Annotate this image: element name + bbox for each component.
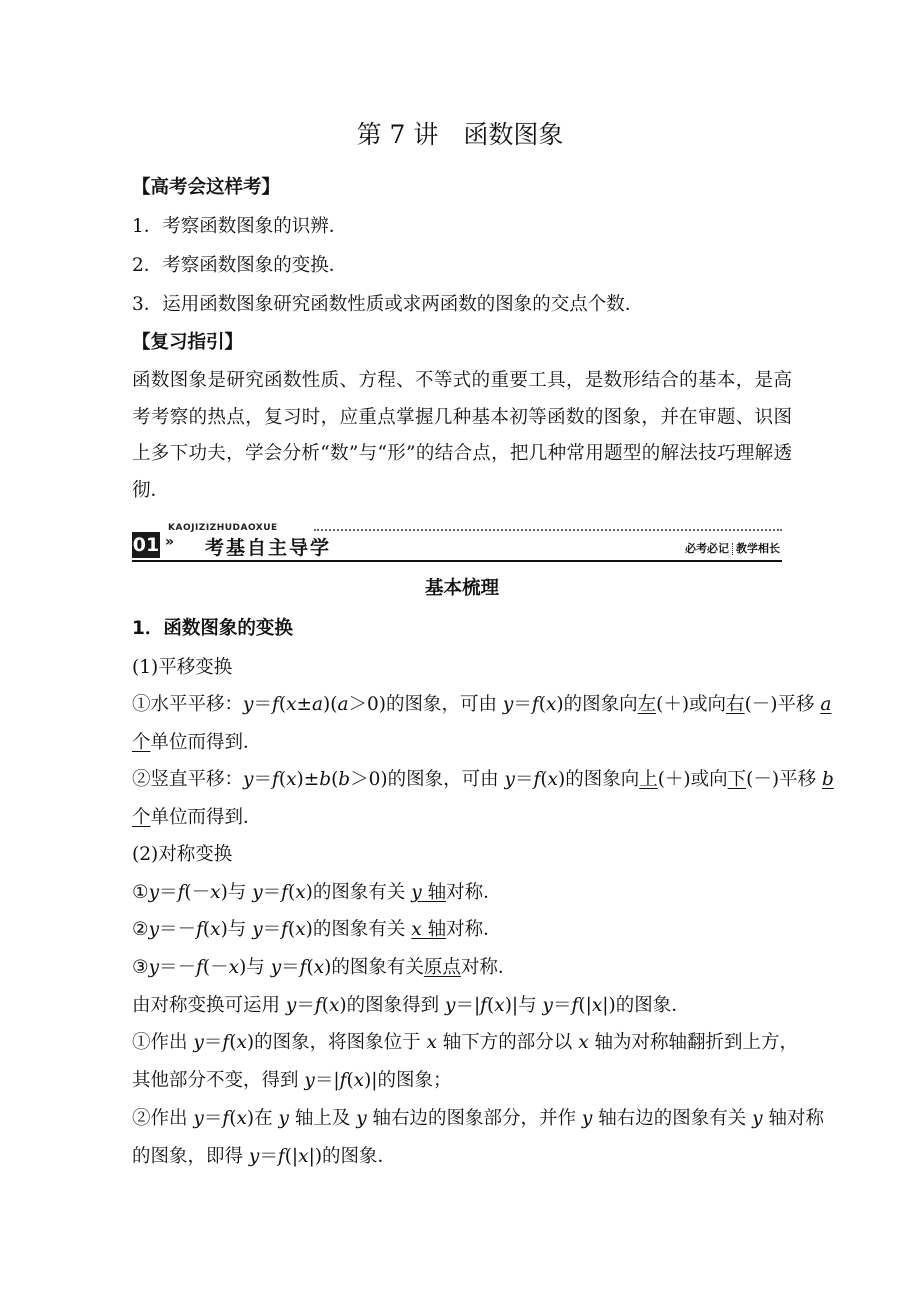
- banner-number: 01: [132, 534, 160, 556]
- answer-unit: 个: [132, 732, 151, 753]
- chevron-icon: »: [165, 534, 175, 550]
- text: 轴下方的部分以: [436, 1032, 579, 1053]
- text: (: [538, 694, 546, 715]
- text: (＋)或向: [657, 769, 728, 790]
- text: (－: [184, 882, 211, 903]
- text: ②作出: [132, 1108, 194, 1129]
- text: 轴上及: [288, 1108, 357, 1129]
- var: x: [210, 919, 221, 940]
- text: (: [278, 769, 287, 790]
- var: y: [243, 694, 254, 715]
- var: x: [210, 882, 221, 903]
- text: ＞0)的图象，可由: [350, 769, 505, 790]
- text: (: [540, 769, 548, 790]
- text: ＝: [262, 919, 282, 940]
- var: y: [252, 882, 263, 903]
- text: (: [306, 957, 314, 978]
- text: ①水平平移：: [132, 694, 244, 715]
- review-heading: 【复习指引】: [132, 332, 244, 353]
- var: b: [319, 769, 332, 790]
- answer-amount: a: [820, 694, 832, 715]
- var: x: [547, 769, 558, 790]
- text: (: [229, 1108, 237, 1129]
- var: y: [356, 1108, 367, 1129]
- text: 对称．: [460, 957, 517, 978]
- banner-dotted-line: [314, 529, 782, 531]
- text: ＝: [203, 1108, 223, 1129]
- text: (|: [578, 995, 592, 1016]
- var: b: [338, 769, 351, 790]
- var: f: [299, 957, 307, 978]
- text: ＝－: [159, 919, 197, 940]
- var: x: [286, 769, 297, 790]
- var: x: [591, 995, 603, 1016]
- banner-tag-left: 必考必记: [685, 542, 729, 555]
- text: (: [346, 1070, 354, 1091]
- text: (: [288, 882, 296, 903]
- banner-tag-right: 教学相长: [736, 542, 780, 555]
- text: (: [487, 995, 495, 1016]
- var: x: [295, 919, 306, 940]
- symmetry-derivation: [132, 994, 792, 1018]
- banner-tag: [685, 540, 780, 556]
- answer-right: 右: [726, 694, 745, 715]
- symmetry-item-1: [132, 881, 792, 905]
- var: x: [286, 694, 297, 715]
- banner-pinyin: KAOJIZIZHUDAOXUE: [168, 523, 278, 533]
- text: 单位而得到．: [150, 732, 262, 753]
- answer-axis-var: x: [411, 919, 422, 940]
- var: a: [337, 694, 349, 715]
- answer-axis: 轴: [421, 919, 447, 940]
- text: ①作出: [132, 1032, 194, 1053]
- text: ＝: [514, 769, 534, 790]
- var: x: [236, 1108, 247, 1129]
- var: a: [312, 694, 324, 715]
- var: f: [281, 919, 289, 940]
- text: ③: [132, 957, 149, 978]
- text: 对称．: [446, 882, 502, 903]
- text: ②: [132, 919, 149, 940]
- var: y: [304, 1070, 315, 1091]
- text: )±: [296, 769, 320, 790]
- vertical-shift-line: [132, 768, 834, 792]
- var: x: [328, 995, 340, 1016]
- text: )的图象向: [557, 769, 640, 790]
- var: y: [285, 995, 297, 1016]
- text: |)的图象．: [308, 1146, 397, 1167]
- var: y: [243, 769, 254, 790]
- item1-title: 1．函数图象的变换: [132, 618, 293, 639]
- var: f: [533, 769, 541, 790]
- text: )的图象有关: [324, 957, 424, 978]
- var: f: [196, 919, 203, 940]
- text: ±: [296, 694, 313, 715]
- var: f: [177, 882, 185, 903]
- var: f: [531, 694, 539, 715]
- var: y: [270, 957, 282, 978]
- var: f: [480, 995, 488, 1016]
- answer-up: 上: [639, 769, 658, 790]
- exam-item-2: 2．考察函数图象的变换．: [132, 255, 348, 276]
- text: ＝: [513, 694, 532, 715]
- answer-left: 左: [637, 694, 657, 715]
- review-paragraph: 函数图象是研究函数性质、方程、不等式的重要工具，是数形结合的基本，是高考考察的热点，复习时，应重点掌握几种基本初等函数的图象，并在审题、识图上多下功夫，学会分析“数”与“形”的结合点，把几种常用题型的解法技巧理解透彻．: [132, 370, 792, 501]
- text: (: [331, 769, 339, 790]
- text: ＝－: [159, 957, 197, 978]
- text: )的图象有关: [305, 882, 412, 903]
- text: ＝: [552, 995, 572, 1016]
- section-title: 基本梳理: [424, 578, 499, 599]
- var: x: [295, 882, 306, 903]
- text: ②竖直平移：: [132, 769, 244, 790]
- text: 对称．: [446, 919, 502, 940]
- var: x: [426, 1032, 437, 1053]
- text: ＝: [259, 1146, 278, 1167]
- var: f: [222, 1108, 230, 1129]
- var: f: [277, 1146, 285, 1167]
- text: (－)平移: [744, 694, 821, 715]
- text: (: [202, 919, 211, 940]
- answer-amount: b: [822, 769, 834, 790]
- symmetry-item-3: [132, 956, 792, 980]
- var: f: [571, 995, 579, 1016]
- text: )|与: [504, 995, 543, 1016]
- text: ＝: [262, 882, 282, 903]
- text: (－: [202, 957, 229, 978]
- step2-line-2: [132, 1145, 792, 1169]
- answer-down: 下: [727, 769, 747, 790]
- text: )的图象得到: [339, 995, 445, 1016]
- answer-unit: 个: [132, 807, 151, 828]
- var: y: [504, 769, 515, 790]
- text: (－)平移: [746, 769, 822, 790]
- text: (: [229, 1032, 237, 1053]
- var: y: [542, 995, 553, 1016]
- text: )的图象向: [556, 694, 638, 715]
- var: y: [148, 919, 160, 940]
- text: (|: [284, 1146, 299, 1167]
- text: ＝: [281, 957, 300, 978]
- var: f: [281, 882, 289, 903]
- var: f: [314, 995, 322, 1016]
- answer-origin: 原点: [423, 957, 461, 978]
- translate-title: (1)平移变换: [132, 657, 233, 678]
- var: x: [353, 1070, 365, 1091]
- text: ＝: [253, 694, 272, 715]
- text: ＝: [203, 1032, 223, 1053]
- text: )与: [220, 919, 253, 940]
- symmetry-title: (2)对称变换: [132, 844, 233, 865]
- step2-line-1: [132, 1107, 824, 1131]
- text: (: [321, 995, 329, 1016]
- step1-line-1: [132, 1031, 799, 1055]
- exam-item-3: 3．运用函数图象研究函数性质或求两函数的图象的交点个数．: [132, 294, 644, 315]
- var: y: [444, 995, 456, 1016]
- text: ＝: [253, 769, 272, 790]
- var: y: [193, 1108, 204, 1129]
- var: f: [271, 769, 279, 790]
- section-banner: [132, 520, 782, 562]
- text: )在: [246, 1108, 279, 1129]
- var: y: [193, 1032, 204, 1053]
- text: )(: [323, 694, 338, 715]
- banner-rule: [132, 560, 782, 562]
- symmetry-item-2: [132, 918, 792, 942]
- vertical-shift-line-2: [132, 806, 792, 830]
- answer-axis-var: y: [411, 882, 422, 903]
- var: x: [236, 1032, 247, 1053]
- text: (＋)或向: [656, 694, 727, 715]
- var: x: [545, 694, 557, 715]
- var: y: [502, 694, 514, 715]
- var: f: [196, 957, 203, 978]
- banner-heading: 考基自主导学: [205, 537, 332, 559]
- var: x: [313, 957, 325, 978]
- text: ＝|: [455, 995, 481, 1016]
- text: ①: [132, 882, 149, 903]
- var: f: [271, 694, 279, 715]
- text: (: [278, 694, 287, 715]
- horizontal-shift-line: [132, 693, 832, 717]
- text: ＞0)的图象，可由: [348, 694, 503, 715]
- var: y: [752, 1108, 763, 1129]
- var: x: [578, 1032, 589, 1053]
- text: 由对称变换可运用: [132, 995, 286, 1016]
- page-title: 第 7 讲 函数图象: [356, 120, 564, 149]
- var: x: [298, 1146, 309, 1167]
- text: 轴右边的图象有关: [592, 1108, 753, 1129]
- tag-separator: [732, 543, 733, 555]
- exam-item-1: 1．考察函数图象的识辨．: [132, 216, 348, 237]
- text: |)的图象．: [602, 995, 690, 1016]
- text: 轴对称: [762, 1108, 824, 1129]
- exam-heading: 【高考会这样考】: [132, 177, 281, 198]
- text: 单位而得到．: [150, 807, 262, 828]
- text: 的图象，即得: [132, 1146, 249, 1167]
- text: )与: [239, 957, 271, 978]
- text: ＝: [159, 882, 178, 903]
- text: (: [288, 919, 296, 940]
- var: f: [339, 1070, 347, 1091]
- step1-line-2: [132, 1069, 792, 1093]
- var: x: [494, 995, 505, 1016]
- var: y: [278, 1108, 289, 1129]
- var: y: [248, 1146, 260, 1167]
- var: y: [148, 957, 160, 978]
- text: )的图象有关: [305, 919, 412, 940]
- horizontal-shift-line-2: [132, 731, 792, 755]
- text: )与: [220, 882, 253, 903]
- text: ＝: [296, 995, 315, 1016]
- var: y: [581, 1108, 593, 1129]
- answer-axis: 轴: [421, 882, 447, 903]
- text: ＝|: [314, 1070, 340, 1091]
- var: x: [228, 957, 240, 978]
- var: y: [148, 882, 160, 903]
- var: f: [222, 1032, 230, 1053]
- text: 其他部分不变，得到: [132, 1070, 305, 1091]
- text: 轴右边的图象部分，并作: [366, 1108, 582, 1129]
- text: )|的图象；: [364, 1070, 452, 1091]
- var: y: [252, 919, 263, 940]
- text: )的图象，将图象位于: [246, 1032, 427, 1053]
- text: 轴为对称轴翻折到上方，: [588, 1032, 799, 1053]
